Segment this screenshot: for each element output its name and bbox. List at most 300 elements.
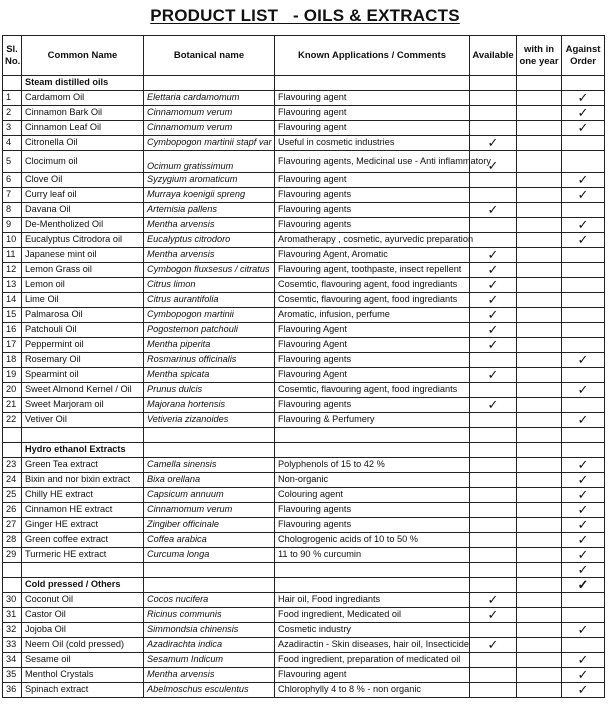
spacer-row [3,563,605,578]
against-order-check [562,593,605,608]
against-order-check: ✓ [562,121,605,136]
available-check [470,383,517,398]
against-order-check: ✓ [562,383,605,398]
applications-cell: Flavouring agents [275,218,470,233]
table-row [3,368,605,383]
sl-no-cell: 3 [3,121,22,136]
against-order-check: ✓ [562,458,605,473]
against-order-check: ✓ [562,413,605,428]
applications-cell: Cosemtic, flavouring agent, food ingrediants [275,293,470,308]
sl-no-cell: 29 [3,548,22,563]
available-check [470,518,517,533]
against-order-check [562,443,605,458]
within-year-check [517,293,562,308]
applications-cell: Polyphenols of 15 to 42 % [275,458,470,473]
header-applications: Known Applications / Comments [275,36,470,76]
common-name-cell: Lime Oil [22,293,144,308]
table-row [3,473,605,488]
against-order-check: ✓ [562,563,605,578]
applications-cell: Chlorophylly 4 to 8 % - non organic [275,683,470,698]
applications-cell: Cosemtic, flavouring agent, food ingrediants [275,278,470,293]
botanical-name-cell: Mentha arvensis [144,218,275,233]
header-common-name: Common Name [22,36,144,76]
table-row [3,398,605,413]
page-title: PRODUCT LIST - OILS & EXTRACTS [150,6,460,25]
common-name-cell: Clove Oil [22,173,144,188]
applications-cell: Flavouring agents [275,188,470,203]
against-order-check: ✓ [562,623,605,638]
spacer-cell [275,428,470,443]
applications-cell: Food ingredient, preparation of medicated oil [275,653,470,668]
applications-cell: Flavouring agent [275,91,470,106]
common-name-cell: Cardamom Oil [22,91,144,106]
table-row [3,323,605,338]
table-row [3,413,605,428]
applications-cell: Cosemtic, flavouring agent, food ingrediants [275,383,470,398]
within-year-check [517,91,562,106]
header-botanical-name: Botanical name [144,36,275,76]
table-row [3,173,605,188]
sl-no-cell: 11 [3,248,22,263]
sl-no-cell: 18 [3,353,22,368]
sl-no-cell: 8 [3,203,22,218]
available-check: ✓ [470,278,517,293]
table-row [3,308,605,323]
available-check: ✓ [470,263,517,278]
applications-cell: Cosmetic industry [275,623,470,638]
category-empty-cell [275,76,470,91]
sl-no-cell: 35 [3,668,22,683]
available-check: ✓ [470,203,517,218]
sl-no-cell: 6 [3,173,22,188]
against-order-check [562,293,605,308]
table-row [3,653,605,668]
within-year-check [517,106,562,121]
against-order-check [562,151,605,173]
available-check: ✓ [470,593,517,608]
sl-no-cell: 4 [3,136,22,151]
within-year-check [517,668,562,683]
category-empty-cell [470,443,517,458]
common-name-cell: De-Mentholized Oil [22,218,144,233]
botanical-name-cell: Citrus aurantifolia [144,293,275,308]
against-order-check: ✓ [562,106,605,121]
category-empty-cell [144,578,275,593]
within-year-check [517,308,562,323]
available-check [470,218,517,233]
available-check: ✓ [470,248,517,263]
available-check [470,683,517,698]
sl-no-cell: 7 [3,188,22,203]
common-name-cell: Neem Oil (cold pressed) [22,638,144,653]
available-check: ✓ [470,151,517,173]
common-name-cell: Citronella Oil [22,136,144,151]
available-check [470,106,517,121]
table-row [3,203,605,218]
category-row [3,76,605,91]
botanical-name-cell: Mentha arvensis [144,248,275,263]
botanical-name-cell: Mentha arvensis [144,668,275,683]
within-year-check [517,488,562,503]
spacer-row [3,428,605,443]
applications-cell: Flavouring agents [275,203,470,218]
table-row [3,668,605,683]
sl-no-cell: 28 [3,533,22,548]
common-name-cell: Coconut Oil [22,593,144,608]
botanical-name-cell: Zingiber officinale [144,518,275,533]
common-name-cell: Jojoba Oil [22,623,144,638]
against-order-check: ✓ [562,548,605,563]
table-row [3,136,605,151]
against-order-check: ✓ [562,473,605,488]
botanical-name-cell: Cocos nucifera [144,593,275,608]
table-row [3,548,605,563]
common-name-cell: Vetiver Oil [22,413,144,428]
sl-no-cell: 17 [3,338,22,353]
available-check: ✓ [470,308,517,323]
sl-no-cell: 19 [3,368,22,383]
sl-no-cell: 23 [3,458,22,473]
sl-no-cell: 24 [3,473,22,488]
common-name-cell: Castor Oil [22,608,144,623]
against-order-check [562,608,605,623]
spacer-cell [22,428,144,443]
botanical-name-cell: Rosmarinus officinalis [144,353,275,368]
available-check [470,413,517,428]
common-name-cell: Sweet Almond Kernel / Oil [22,383,144,398]
botanical-name-cell: Ocimum gratissimum [144,151,275,173]
table-row [3,338,605,353]
table-row [3,503,605,518]
against-order-check [562,398,605,413]
against-order-check [562,323,605,338]
within-year-check [517,518,562,533]
available-check [470,188,517,203]
common-name-cell: Rosemary Oil [22,353,144,368]
table-row [3,151,605,173]
within-year-check [517,121,562,136]
botanical-name-cell: Pogostemon patchouli [144,323,275,338]
category-empty-cell [470,578,517,593]
table-row [3,608,605,623]
spacer-cell [3,428,22,443]
common-name-cell: Bixin and nor bixin extract [22,473,144,488]
sl-no-cell: 36 [3,683,22,698]
category-row [3,443,605,458]
common-name-cell: Lemon Grass oil [22,263,144,278]
common-name-cell: Green Tea extract [22,458,144,473]
botanical-name-cell: Elettaria cardamomum [144,91,275,106]
sl-no-cell: 33 [3,638,22,653]
common-name-cell: Cinnamon Bark Oil [22,106,144,121]
common-name-cell: Cinnamon HE extract [22,503,144,518]
applications-cell: Hair oil, Food ingrediants [275,593,470,608]
table-row [3,106,605,121]
within-year-check [517,188,562,203]
within-year-check [517,623,562,638]
common-name-cell: Chilly HE extract [22,488,144,503]
category-empty-cell [517,76,562,91]
applications-cell: Flavouring Agent [275,368,470,383]
botanical-name-cell: Simmondsia chinensis [144,623,275,638]
within-year-check [517,608,562,623]
within-year-check [517,338,562,353]
available-check: ✓ [470,338,517,353]
spacer-cell [470,563,517,578]
table-row [3,233,605,248]
sl-no-cell: 27 [3,518,22,533]
common-name-cell: Sesame oil [22,653,144,668]
within-year-check [517,473,562,488]
applications-cell: Azadiractin - Skin diseases, hair oil, Insecticide [275,638,470,653]
sl-no-cell: 15 [3,308,22,323]
common-name-cell: Spinach extract [22,683,144,698]
table-row [3,488,605,503]
within-year-check [517,203,562,218]
available-check [470,173,517,188]
botanical-name-cell: Eucalyptus citrodoro [144,233,275,248]
against-order-check [562,76,605,91]
spacer-cell [22,563,144,578]
applications-cell: Flavouring agent, toothpaste, insect repellent [275,263,470,278]
against-order-check: ✓ [562,173,605,188]
botanical-name-cell: Cinnamomum verum [144,503,275,518]
botanical-name-cell: Curcuma longa [144,548,275,563]
botanical-name-cell: Murraya koenigii spreng [144,188,275,203]
botanical-name-cell: Cinnamomum verum [144,106,275,121]
botanical-name-cell: Bixa orellana [144,473,275,488]
common-name-cell: Menthol Crystals [22,668,144,683]
sl-no-cell: 14 [3,293,22,308]
against-order-check [562,136,605,151]
within-year-check [517,353,562,368]
within-year-check [517,593,562,608]
against-order-check [562,203,605,218]
against-order-check: ✓ [562,518,605,533]
header-sl-no: Sl. No. [3,36,22,76]
common-name-cell: Cinnamon Leaf Oil [22,121,144,136]
botanical-name-cell: Abelmoschus esculentus [144,683,275,698]
botanical-name-cell: Cymbopogon martinii stapf var [144,136,275,151]
applications-cell: Flavouring agents [275,518,470,533]
against-order-check: ✓ [562,533,605,548]
botanical-name-cell: Camella sinensis [144,458,275,473]
product-table [2,35,605,698]
common-name-cell: Palmarosa Oil [22,308,144,323]
sl-no-cell: 5 [3,151,22,173]
category-row [3,578,605,593]
table-row [3,293,605,308]
botanical-name-cell: Artemisia pallens [144,203,275,218]
botanical-name-cell: Syzygium aromaticum [144,173,275,188]
applications-cell: Aromatic, infusion, perfume [275,308,470,323]
sl-no-cell: 20 [3,383,22,398]
against-order-check: ✓ [562,488,605,503]
botanical-name-cell: Azadirachta indica [144,638,275,653]
applications-cell: Flavouring Agent [275,323,470,338]
category-title: Cold pressed / Others [22,578,144,593]
table-row [3,638,605,653]
spacer-cell [470,428,517,443]
header-against-order: Against Order [562,36,605,76]
product-table-body [3,76,605,698]
table-row [3,533,605,548]
available-check [470,233,517,248]
spacer-cell [517,428,562,443]
within-year-check [517,503,562,518]
applications-cell: Flavouring agent [275,173,470,188]
sl-no-cell: 25 [3,488,22,503]
sl-no-cell: 10 [3,233,22,248]
within-year-check [517,548,562,563]
botanical-name-cell: Majorana hortensis [144,398,275,413]
common-name-cell: Eucalyptus Citrodora oil [22,233,144,248]
table-row [3,623,605,638]
header-row [3,36,605,76]
category-empty-cell [275,443,470,458]
sl-no-cell: 21 [3,398,22,413]
category-num-cell [3,578,22,593]
spacer-cell [517,563,562,578]
sl-no-cell: 34 [3,653,22,668]
botanical-name-cell: Ricinus communis [144,608,275,623]
table-row [3,353,605,368]
category-num-cell [3,76,22,91]
botanical-name-cell: Cymbopogon martinii [144,308,275,323]
within-year-check [517,638,562,653]
within-year-check [517,263,562,278]
botanical-name-cell: Capsicum annuum [144,488,275,503]
table-row [3,458,605,473]
common-name-cell: Patchouli Oil [22,323,144,338]
within-year-check [517,218,562,233]
sl-no-cell: 16 [3,323,22,338]
applications-cell: Flavouring agents, Medicinal use - Anti inflammatory [275,151,470,173]
applications-cell: Flavouring Agent [275,338,470,353]
category-title: Hydro ethanol Extracts [22,443,144,458]
within-year-check [517,413,562,428]
applications-cell: Flavouring Agent, Aromatic [275,248,470,263]
botanical-name-cell: Cinnamomum verum [144,121,275,136]
botanical-name-cell: Mentha piperita [144,338,275,353]
botanical-name-cell: Vetiveria zizanoides [144,413,275,428]
spacer-cell [144,563,275,578]
sl-no-cell: 12 [3,263,22,278]
available-check: ✓ [470,293,517,308]
category-empty-cell [275,578,470,593]
botanical-name-cell: Coffea arabica [144,533,275,548]
botanical-name-cell: Citrus limon [144,278,275,293]
available-check [470,548,517,563]
available-check [470,488,517,503]
applications-cell: 11 to 90 % curcumin [275,548,470,563]
available-check: ✓ [470,398,517,413]
header-available: Available [470,36,517,76]
against-order-check: ✓ [562,653,605,668]
against-order-check: ✓ [562,91,605,106]
available-check [470,458,517,473]
sl-no-cell: 22 [3,413,22,428]
applications-cell: Flavouring agents [275,353,470,368]
common-name-cell: Sweet Marjoram oil [22,398,144,413]
category-empty-cell [144,443,275,458]
category-empty-cell [470,76,517,91]
applications-cell: Food ingredient, Medicated oil [275,608,470,623]
within-year-check [517,233,562,248]
against-order-check: ✓ [562,578,605,593]
within-year-check [517,458,562,473]
table-row [3,278,605,293]
against-order-check: ✓ [562,188,605,203]
common-name-cell: Turmeric HE extract [22,548,144,563]
botanical-name-cell: Mentha spicata [144,368,275,383]
sl-no-cell: 1 [3,91,22,106]
common-name-cell: Clocimum oil [22,151,144,173]
sl-no-cell: 2 [3,106,22,121]
within-year-check [517,368,562,383]
available-check [470,91,517,106]
available-check: ✓ [470,638,517,653]
available-check: ✓ [470,368,517,383]
within-year-check [517,323,562,338]
available-check: ✓ [470,608,517,623]
applications-cell: Flavouring agent [275,121,470,136]
table-row [3,263,605,278]
within-year-check [517,173,562,188]
applications-cell: Flavouring agent [275,668,470,683]
botanical-name-cell: Prunus dulcis [144,383,275,398]
within-year-check [517,278,562,293]
against-order-check: ✓ [562,233,605,248]
common-name-cell: Spearmint oil [22,368,144,383]
common-name-cell: Curry leaf oil [22,188,144,203]
available-check: ✓ [470,136,517,151]
common-name-cell: Lemon oil [22,278,144,293]
sl-no-cell: 26 [3,503,22,518]
within-year-check [517,383,562,398]
available-check [470,668,517,683]
against-order-check: ✓ [562,683,605,698]
table-row [3,593,605,608]
spacer-cell [3,563,22,578]
sl-no-cell: 30 [3,593,22,608]
against-order-check [562,263,605,278]
against-order-check: ✓ [562,503,605,518]
table-row [3,91,605,106]
available-check [470,533,517,548]
common-name-cell: Ginger HE extract [22,518,144,533]
against-order-check [562,428,605,443]
spacer-cell [144,428,275,443]
sl-no-cell: 13 [3,278,22,293]
table-row [3,218,605,233]
applications-cell: Colouring agent [275,488,470,503]
applications-cell: Non-organic [275,473,470,488]
applications-cell: Flavouring agents [275,398,470,413]
available-check [470,503,517,518]
applications-cell: Flavouring agent [275,106,470,121]
sl-no-cell: 31 [3,608,22,623]
within-year-check [517,398,562,413]
against-order-check [562,368,605,383]
table-row [3,121,605,136]
table-row [3,383,605,398]
available-check [470,353,517,368]
available-check [470,623,517,638]
against-order-check [562,338,605,353]
sl-no-cell: 9 [3,218,22,233]
within-year-check [517,683,562,698]
